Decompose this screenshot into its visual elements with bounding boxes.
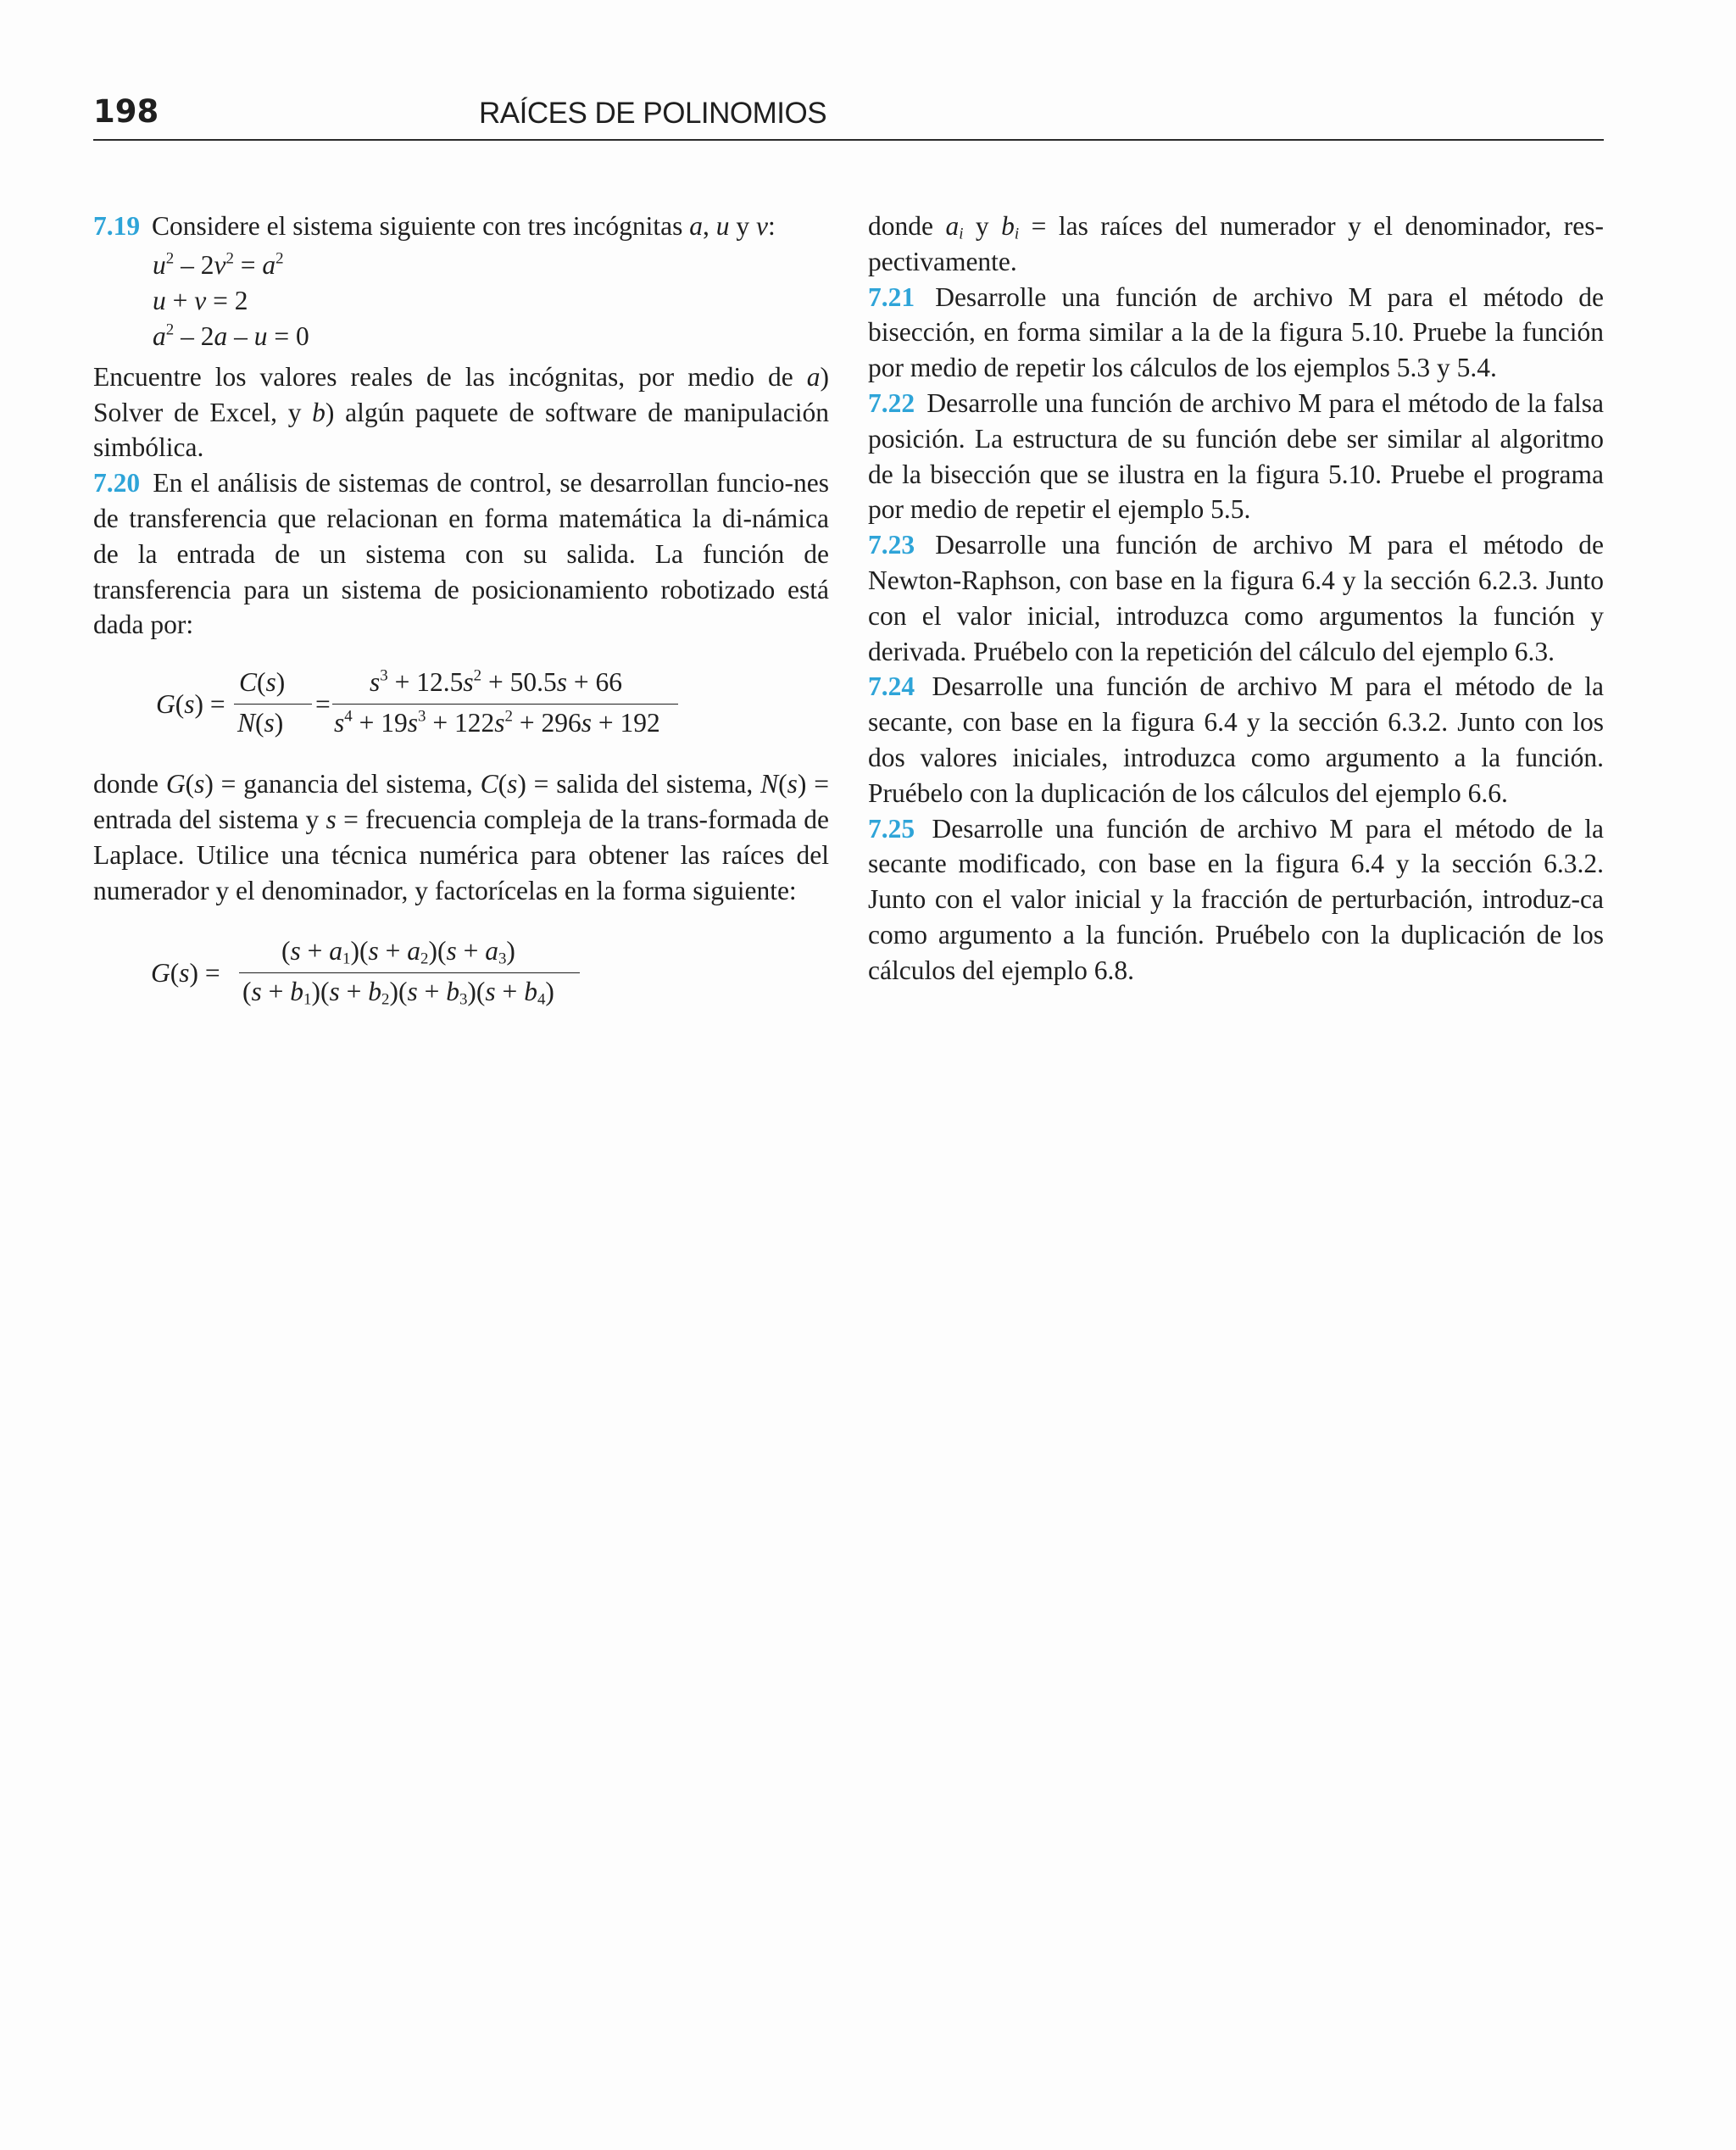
transfer-function-equation: G(s) = C(s) N(s) = $s^3 + 12.5s^2 + 50.5s + 66$ $s^4 + 19s^3 + 122s^2 + 296s + 192$ bbox=[93, 665, 829, 746]
equation-lhs: G(s) = bbox=[156, 689, 225, 720]
problem-number: 7.22 bbox=[868, 387, 915, 418]
fraction-denominator: N(s) bbox=[237, 708, 284, 738]
problem-number: 7.19 bbox=[93, 211, 141, 241]
problem-7-23: 7.23 Desarrolle una función de archivo M para el método de Newton-Raphson, con base en la figura 6.4 y la sección 6.2.3. Junto con el valor inicial, introduzca como argumentos la función y derivada. Pruébelo con la repetición del cálculo del ejemplo 6.3. bbox=[868, 530, 1605, 666]
running-head: RAÍCES DE POLINOMIOS bbox=[479, 97, 827, 130]
fraction-numerator: C(s) bbox=[239, 667, 286, 698]
polynomial-numerator: $s^3 + 12.5s^2 + 50.5s + 66$ bbox=[370, 666, 622, 698]
problem-7-25: 7.25 Desarrolle una función de archivo M para el método de la secante modificado, con base en la figura 6.4 y la sección 6.3.2. Junto con el valor inicial y la fracción de perturbación, introduz-ca como argumento a la función. Pruébelo con la duplicación de los cálculos del ejemplo 6.8. bbox=[868, 813, 1605, 985]
equation-1: $u^2 - 2v^2 = a^2$ bbox=[153, 249, 284, 280]
factored-numerator: $(s + a_1)(s + a_2)(s + a_3)$ bbox=[281, 936, 515, 969]
polynomial-denominator: $s^4 + 19s^3 + 122s^2 + 296s + 192$ bbox=[334, 707, 660, 738]
page-number: 198 bbox=[93, 93, 159, 130]
page-header bbox=[93, 92, 1604, 141]
problem-number: 7.25 bbox=[868, 813, 915, 844]
problem-number: 7.21 bbox=[868, 281, 915, 312]
problem-7-22: 7.22 Desarrolle una función de archivo M para el método de la falsa posición. La estructura de su función debe ser similar al algoritmo de la bisección que se ilustra en la figura 5.10. Pruebe el programa por medio de repetir el ejemplo 5.5. bbox=[868, 387, 1604, 525]
problem-7-20-body: donde G(s) = ganancia del sistema, C(s) = salida del sistema, N(s) = entrada del sistema y s = frecuencia compleja de la trans-formada de Laplace. Utilice una técnica numérica para obtener las raíces del numerador y el denominador, y factorícelas en la forma siguiente: bbox=[93, 769, 830, 905]
problem-7-21: 7.21 Desarrolle una función de archivo M para el método de bisección, en forma similar a la de la figura 5.10. Pruebe la función por medio de repetir los cálculos de los ejemplos 5.3 y 5.4. bbox=[868, 281, 1605, 383]
equation-lhs: G(s) = bbox=[151, 958, 220, 989]
equation-system bbox=[153, 248, 829, 354]
left-column bbox=[93, 209, 829, 1015]
equation-2: u + v = 2 bbox=[153, 285, 248, 315]
right-column bbox=[868, 209, 1604, 989]
factored-equation bbox=[93, 933, 829, 1015]
problem-7-20-intro: 7.20 En el análisis de sistemas de control, se desarrollan funcio-nes de transferencia que relacionan en forma matemática la di-námica de la entrada de un sistema con su salida. La función de transferencia para un sistema de posicionamiento robotizado está dada por: bbox=[93, 468, 829, 640]
problem-7-19-body: Encuentre los valores reales de las incógnitas, por medio de a) Solver de Excel, y b) algún paquete de software de manipulación simbólica. bbox=[93, 361, 830, 463]
problem-7-24: 7.24 Desarrolle una función de archivo M para el método de la secante, con base en la figura 6.4 y la sección 6.3.2. Junto con los dos valores iniciales, introduzca como argumento a la función. Pruébelo con la duplicación de los cálculos del ejemplo 6.6. bbox=[868, 671, 1605, 808]
problem-number: 7.20 bbox=[93, 468, 141, 499]
problem-7-19-intro: 7.19 Considere el sistema siguiente con tres incógnitas a, u y v: bbox=[93, 211, 776, 241]
problem-number: 7.24 bbox=[868, 671, 915, 702]
equation-3: $a^2 - 2a - u = 0$ bbox=[153, 320, 309, 351]
problem-number: 7.23 bbox=[868, 530, 915, 560]
problem-7-20-end: donde $a_i$ y $b_i$ = las raíces del numerador y el denominador, res-pectivamente. bbox=[868, 211, 1604, 276]
factored-denominator: $(s + b_1)(s + b_2)(s + b_3)(s + b_4)$ bbox=[242, 977, 554, 1010]
